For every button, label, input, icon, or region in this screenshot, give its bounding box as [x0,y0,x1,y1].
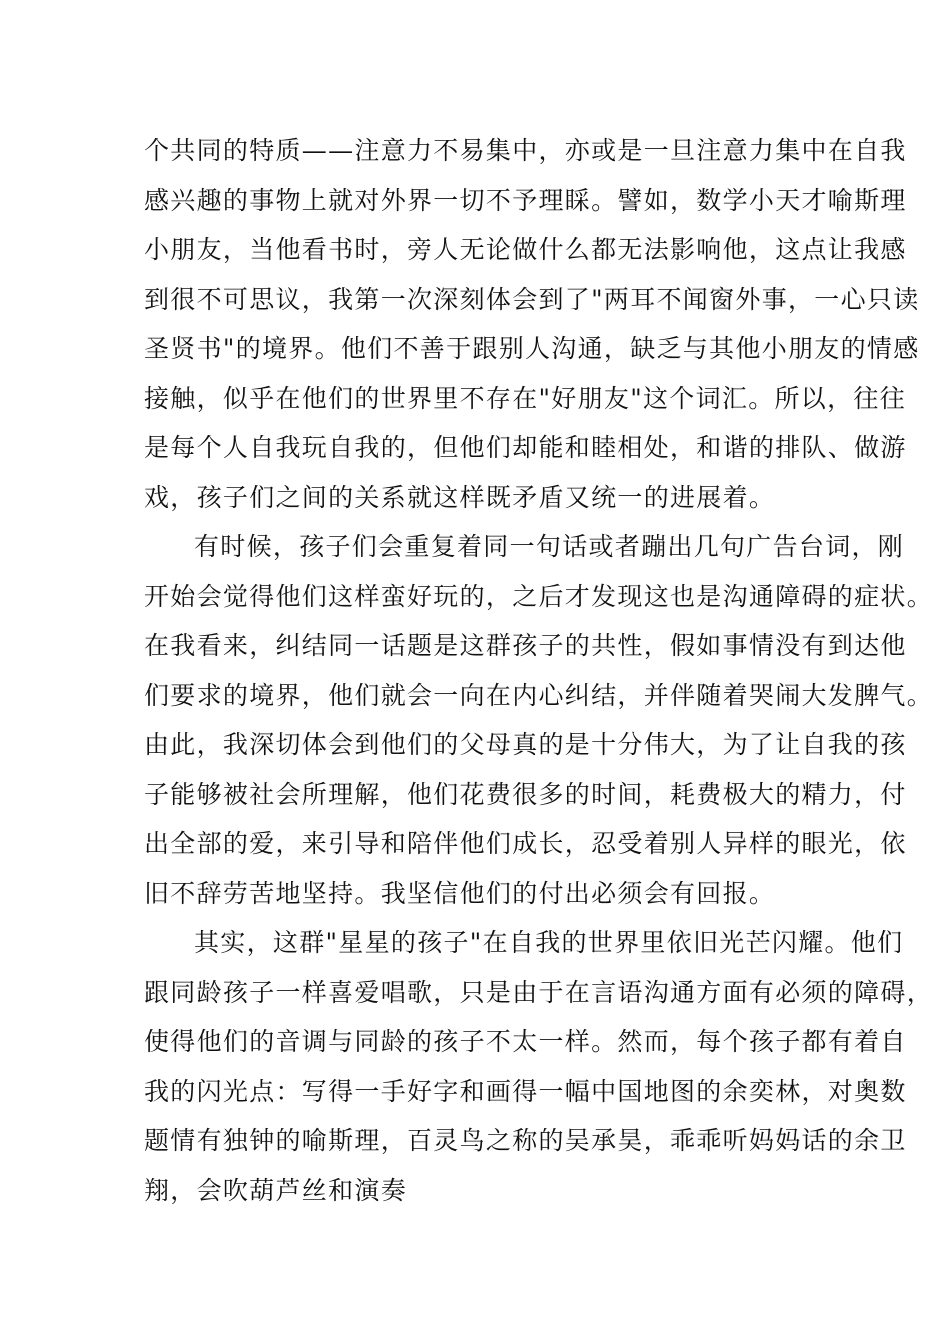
text-line: 跟同龄孩子一样喜爱唱歌，只是由于在言语沟通方面有必须的障碍， [144,977,934,1007]
document-body [144,126,934,1215]
text-line: 子能够被社会所理解，他们花费很多的时间，耗费极大的精力，付 [144,779,907,809]
text-line: 圣贤书"的境界。他们不善于跟别人沟通，缺乏与其他小朋友的情感 [144,334,920,363]
text-line: 是每个人自我玩自我的，但他们却能和睦相处，和谐的排队、做游 [144,433,907,462]
text-line: 我的闪光点：写得一手好字和画得一幅中国地图的余奕林，对奥数 [144,1076,907,1106]
paragraph-2 [144,522,934,918]
text-line: 个共同的特质——注意力不易集中，亦或是一旦注意力集中在自我 [144,136,907,165]
text-line: 出全部的爱，来引导和陪伴他们成长，忍受着别人异样的眼光，依 [144,829,907,858]
text-line: 由此，我深切体会到他们的父母真的是十分伟大，为了让自我的孩 [144,730,907,759]
text-line: 有时候，孩子们会重复着同一句话或者蹦出几句广告台词，刚 [194,532,905,561]
text-line: 开始会觉得他们这样蛮好玩的，之后才发现这也是沟通障碍的症状。 [144,581,934,611]
text-line: 到很不可思议，我第一次深刻体会到了"两耳不闻窗外事，一心只读 [144,284,920,314]
paragraph-3 [144,918,934,1215]
text-line: 小朋友，当他看书时，旁人无论做什么都无法影响他，这点让我感 [144,235,907,264]
text-line: 感兴趣的事物上就对外界一切不予理睬。譬如，数学小天才喻斯理 [144,185,907,215]
paragraph-1 [144,126,920,522]
text-line: 题情有独钟的喻斯理，百灵鸟之称的吴承昊，乖乖听妈妈话的余卫 [144,1126,907,1155]
text-line: 接触，似乎在他们的世界里不存在"好朋友"这个词汇。所以，往往 [144,383,907,413]
text-line: 戏，孩子们之间的关系就这样既矛盾又统一的进展着。 [144,482,776,512]
text-line: 们要求的境界，他们就会一向在内心纠结，并伴随着哭闹大发脾气。 [144,680,934,710]
text-line: 其实，这群"星星的孩子"在自我的世界里依旧光芒闪耀。他们 [194,928,904,957]
text-line: 使得他们的音调与同龄的孩子不太一样。然而，每个孩子都有着自 [144,1027,907,1056]
text-line: 翔，会吹葫芦丝和演奏 [144,1175,408,1205]
text-line: 旧不辞劳苦地坚持。我坚信他们的付出必须会有回报。 [144,878,776,908]
text-line: 在我看来，纠结同一话题是这群孩子的共性，假如事情没有到达他 [144,631,907,660]
